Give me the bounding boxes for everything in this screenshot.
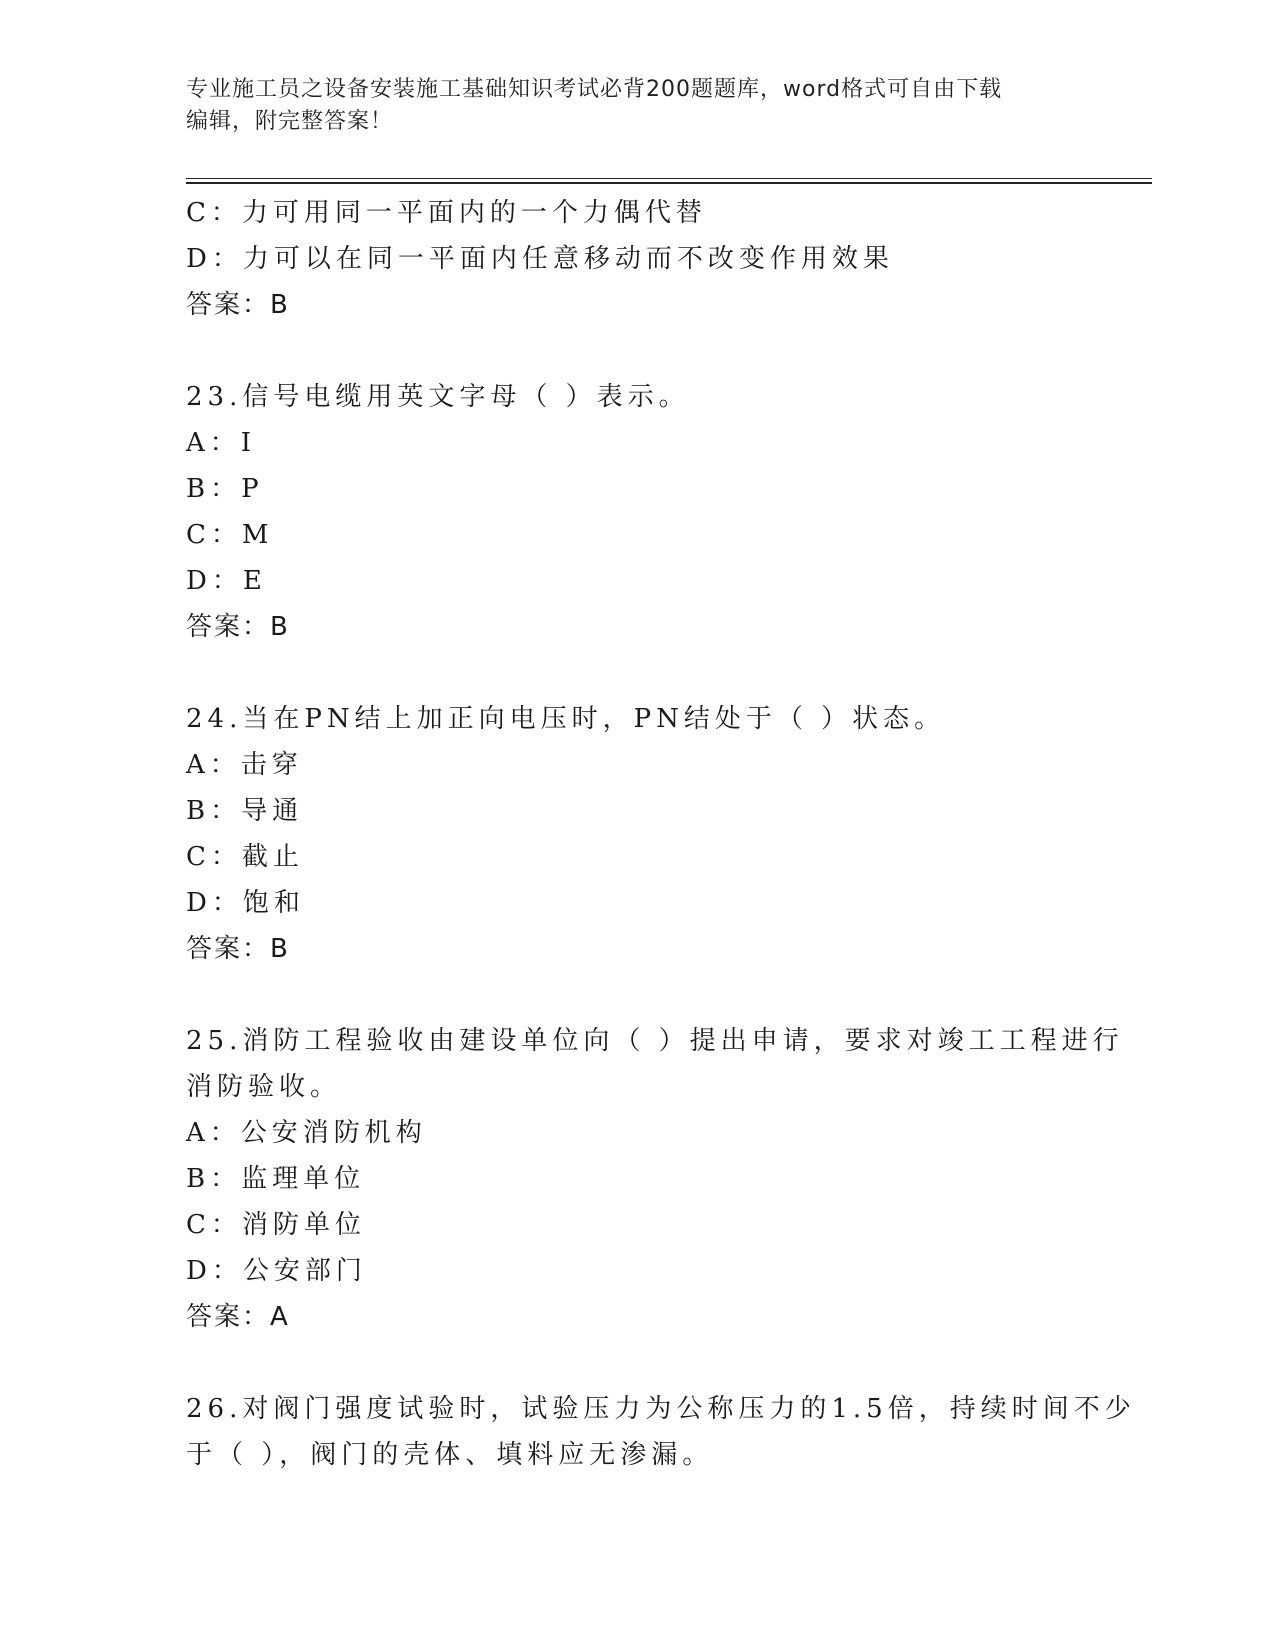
option-line: B：导通 [186,796,304,826]
question-text: 23.信号电缆用英文字母（ ）表示。 [186,382,690,412]
option-line: C：消防单位 [186,1210,366,1240]
answer-line: 答案：B [186,934,290,964]
question-list [186,190,1136,1478]
answer-line: 答案：B [186,612,290,642]
option-line: B：监理单位 [186,1164,366,1194]
option-line: C：截止 [186,842,304,872]
answer-line: 答案：B [186,290,290,320]
question-block [186,696,1086,972]
question-block [186,1018,1124,1340]
question-block [186,374,1086,650]
answer-line: 答案：A [186,1302,290,1332]
option-line: D：公安部门 [186,1256,367,1286]
option-line: D：E [186,566,267,596]
header-title-line-1: 专业施工员之设备安装施工基础知识考试必背200题题库，word格式可自由下载 [186,77,1003,102]
question-text-continued: 于（ ），阀门的壳体、填料应无渗漏。 [186,1440,714,1470]
option-line: D：饱和 [186,888,305,918]
question-block [186,190,1086,328]
option-line: A：I [186,428,257,458]
question-text: 26.对阀门强度试验时，试验压力为公称压力的1.5倍，持续时间不少 [186,1394,1136,1424]
question-text: 24.当在PN结上加正向电压时，PN结处于（ ）状态。 [186,704,946,734]
option-line: C：力可用同一平面内的一个力偶代替 [186,198,707,228]
header-divider-thick [186,182,1152,184]
option-line: A：击穿 [186,750,303,780]
header-title-line-2: 编辑，附完整答案！ [186,109,394,134]
option-line: B：P [186,474,264,504]
question-block [186,1386,1136,1478]
option-line: C：M [186,520,274,550]
option-line: A：公安消防机构 [186,1118,427,1148]
document-header [186,74,1086,138]
question-text-continued: 消防验收。 [186,1072,342,1102]
header-divider-thin [186,178,1152,179]
option-line: D：力可以在同一平面内任意移动而不改变作用效果 [186,244,894,274]
question-text: 25.消防工程验收由建设单位向（ ）提出申请，要求对竣工工程进行 [186,1026,1124,1056]
